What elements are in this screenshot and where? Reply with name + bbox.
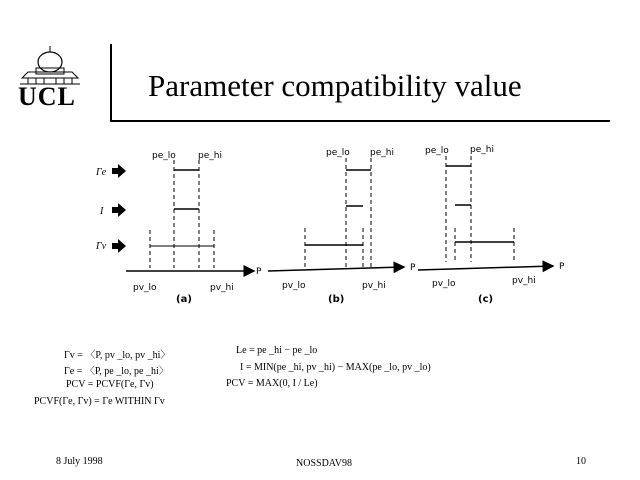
equation-i: I = MIN(pe _hi, pv _hi) − MAX(pe _lo, pv _lo) xyxy=(240,362,431,373)
panel-b-pv-hi-label: pv_hi xyxy=(362,281,386,291)
panel-c-p-label: P xyxy=(559,262,565,272)
logo-text: UCL xyxy=(18,82,76,111)
gamma-v-arrow-icon xyxy=(112,239,126,253)
page-title: Parameter compatibility value xyxy=(148,68,522,103)
panel-a xyxy=(126,151,262,305)
equation-pcv: PCV = PCVF(Γe, Γv) xyxy=(66,379,154,390)
footer-date: 8 July 1998 xyxy=(56,456,103,467)
panel-a-pe-hi-label: pe_hi xyxy=(198,151,222,161)
equation-pcvf: PCVF(Γe, Γv) = Γe WITHIN Γv xyxy=(34,396,165,407)
panel-b-caption: (b) xyxy=(328,294,345,305)
panel-c-pv-hi-label: pv_hi xyxy=(512,276,536,286)
panel-b xyxy=(268,148,416,305)
panel-a-pe-lo-label: pe_lo xyxy=(152,151,176,161)
panel-b-pv-lo-label: pv_lo xyxy=(282,281,306,291)
panel-a-pv-hi-label: pv_hi xyxy=(210,283,234,293)
panel-b-pe-hi-label: pe_hi xyxy=(370,148,394,158)
i-arrow-icon xyxy=(112,203,126,217)
equation-le: Le = pe _hi − pe _lo xyxy=(236,345,318,356)
panel-b-pe-lo-label: pe_lo xyxy=(326,148,350,158)
gamma-e-label: Γe xyxy=(96,167,107,178)
panel-b-p-label: P xyxy=(410,263,416,273)
panel-b-p-axis xyxy=(268,267,404,271)
equation-gamma-e: Γe = 〈P, pe _lo, pe _hi〉 xyxy=(64,366,169,377)
panel-c-p-axis xyxy=(418,266,553,270)
panel-c xyxy=(418,145,565,305)
panel-a-pv-lo-label: pv_lo xyxy=(133,283,157,293)
panel-c-pe-hi-label: pe_hi xyxy=(470,145,494,155)
gamma-e-arrow-icon xyxy=(112,164,126,178)
panel-c-caption: (c) xyxy=(478,294,494,305)
gamma-v-label: Γv xyxy=(96,241,107,252)
panel-c-pv-lo-label: pv_lo xyxy=(432,279,456,289)
equation-gamma-v: Γv = 〈P, pv _lo, pv _hi〉 xyxy=(64,350,171,361)
panel-a-p-label: P xyxy=(256,267,262,277)
footer-page-number: 10 xyxy=(576,456,586,467)
equation-pcv-max: PCV = MAX(0, I / Le) xyxy=(226,378,318,389)
i-label: I xyxy=(100,206,104,217)
footer-venue: NOSSDAV98 xyxy=(296,458,352,469)
panel-a-caption: (a) xyxy=(176,294,192,305)
panel-c-pe-lo-label: pe_lo xyxy=(425,146,449,156)
